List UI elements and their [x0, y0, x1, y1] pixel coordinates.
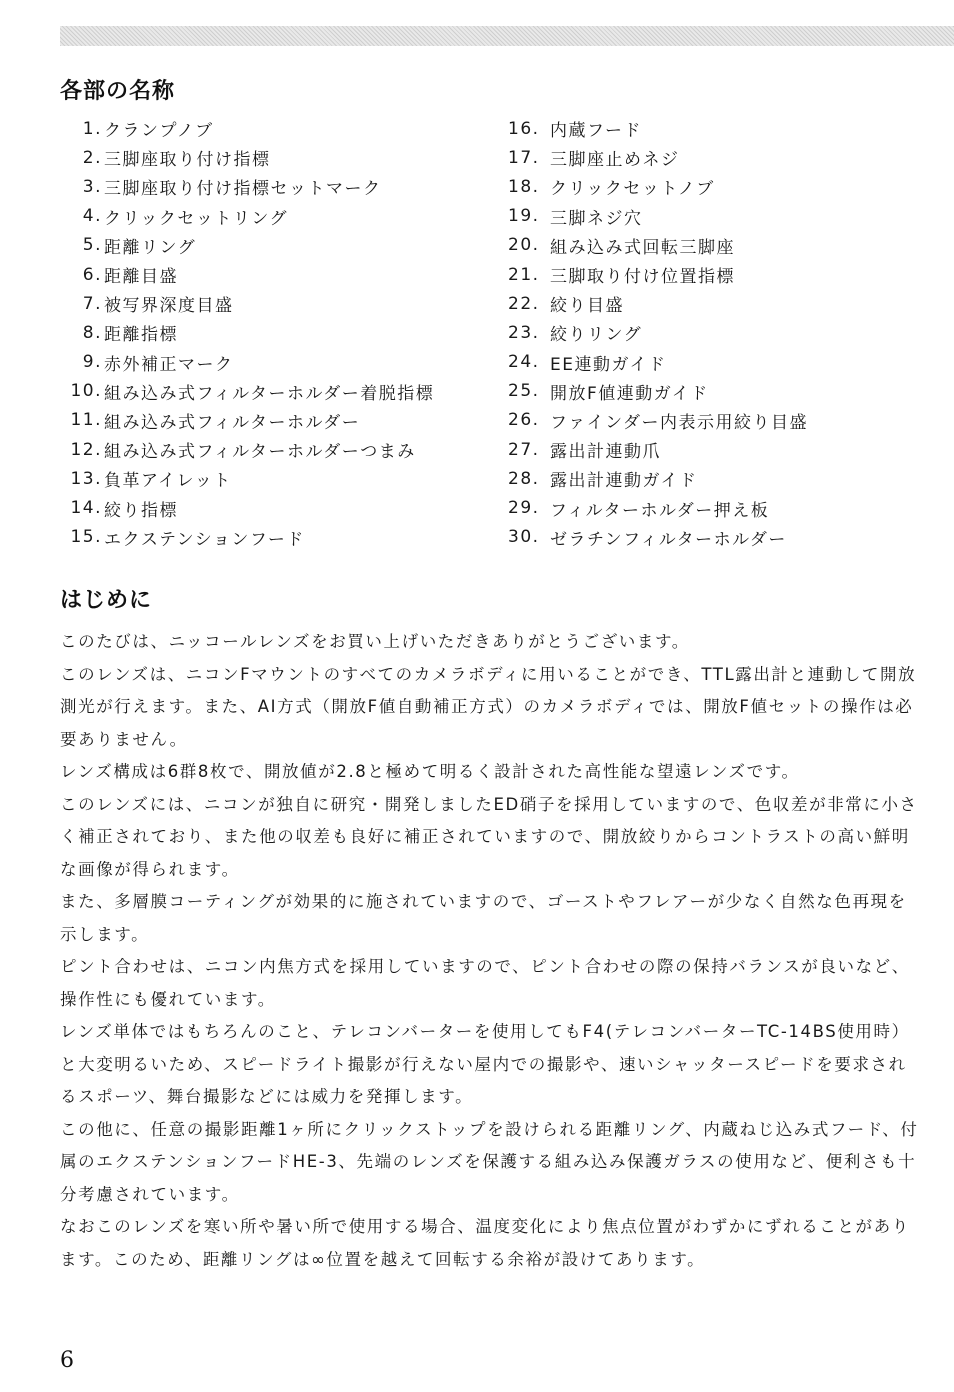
part-number: 28. — [508, 468, 540, 489]
part-item — [508, 406, 928, 435]
part-item — [64, 289, 484, 318]
part-number: 1. — [82, 118, 102, 139]
part-number: 12. — [70, 439, 102, 460]
intro-paragraph: レンズ構成は6群8枚で、開放値が2.8と極めて明るく設計された高性能な望遠レンズです。 — [60, 762, 800, 781]
part-number: 19. — [508, 206, 540, 227]
part-item — [64, 348, 484, 377]
page-number: 6 — [60, 1348, 74, 1373]
part-number: 27. — [508, 439, 540, 460]
part-item — [508, 202, 928, 231]
parts-list-right — [508, 114, 928, 552]
part-number: 14. — [70, 498, 102, 519]
part-number: 11. — [70, 410, 102, 431]
part-item — [64, 493, 484, 522]
part-number: 22. — [508, 293, 540, 314]
part-label: 内蔵フード — [550, 121, 642, 142]
part-number: 26. — [508, 410, 540, 431]
part-label: 三脚座取り付け指標セットマーク — [104, 179, 382, 200]
part-label: 絞り目盛 — [550, 296, 624, 317]
part-item — [64, 435, 484, 464]
top-decorative-band — [60, 26, 954, 46]
part-item — [508, 523, 928, 552]
part-item — [64, 172, 484, 201]
intro-paragraph: なおこのレンズを寒い所や暑い所で使用する場合、温度変化により焦点位置がわずかにずれることがあります。このため、距離リングは∞位置を越えて回転する余裕が設けてあります。 — [60, 1217, 910, 1269]
part-item — [508, 260, 928, 289]
intro-paragraph: このレンズには、ニコンが独自に研究・開発しましたED硝子を採用していますので、色収差が非常に小さく補正されており、また他の収差も良好に補正されていますので、開放絞りからコントラストの高い鮮明な画像が得られます。 — [60, 794, 918, 879]
part-item — [508, 231, 928, 260]
part-label: 距離目盛 — [104, 267, 178, 288]
part-item — [64, 377, 484, 406]
intro-paragraph: この他に、任意の撮影距離1ヶ所にクリックストップを設けられる距離リング、内蔵ねじ込み式フード、付属のエクステンションフードHE-3、先端のレンズを保護する組み込み保護ガラスの使用など、便利さも十分考慮されています。 — [60, 1119, 919, 1204]
part-label: 絞り指標 — [104, 500, 178, 521]
part-label: クランプノブ — [104, 121, 214, 142]
part-number: 10. — [70, 381, 102, 402]
part-label: ゼラチンフィルターホルダー — [550, 529, 787, 550]
part-label: 組み込み式フィルターホルダーつまみ — [104, 442, 416, 463]
part-label: 組み込み式回転三脚座 — [550, 237, 735, 258]
intro-paragraph: ピント合わせは、ニコン内焦方式を採用していますので、ピント合わせの際の保持バランスが良いなど、操作性にも優れています。 — [60, 957, 910, 1009]
part-label: 露出計連動ガイド — [550, 471, 698, 492]
part-number: 6. — [82, 264, 102, 285]
intro-paragraph: このたびは、ニッコールレンズをお買い上げいただきありがとうございます。 — [60, 632, 690, 651]
part-item — [508, 143, 928, 172]
part-number: 21. — [508, 264, 540, 285]
part-label: 距離指標 — [104, 325, 178, 346]
part-number: 5. — [82, 235, 102, 256]
part-label: 絞りリング — [550, 325, 643, 346]
part-item — [64, 523, 484, 552]
intro-paragraph: このレンズは、ニコンFマウントのすべてのカメラボディに用いることができ、TTL露出計と連動して開放測光が行えます。また、AI方式（開放F値自動補正方式）のカメラボディでは、開放F値セットの操作は必要ありません。 — [60, 664, 917, 749]
part-label: クリックセットノブ — [550, 179, 715, 200]
part-number: 2. — [82, 147, 102, 168]
part-label: 三脚ネジ穴 — [550, 208, 643, 229]
part-number: 17. — [508, 147, 540, 168]
part-label: 三脚取り付け位置指標 — [550, 267, 735, 288]
part-item — [508, 114, 928, 143]
part-item — [64, 114, 484, 143]
part-number: 16. — [508, 118, 540, 139]
part-number: 25. — [508, 381, 540, 402]
part-label: 三脚座止めネジ — [550, 150, 680, 171]
part-item — [508, 493, 928, 522]
part-label: 開放F値連動ガイド — [550, 383, 709, 404]
part-item — [508, 172, 928, 201]
intro-paragraph: また、多層膜コーティングが効果的に施されていますので、ゴーストやフレアーが少なく自然な色再現を示します。 — [60, 892, 907, 944]
part-item — [508, 348, 928, 377]
intro-paragraph: レンズ単体ではもちろんのこと、テレコンバーターを使用してもF4(テレコンバーターTC-14BS使用時）と大変明るいため、スピードライト撮影が行えない屋内での撮影や、速いシャッタースピードを要求されるスポーツ、舞台撮影などには威力を発揮します。 — [60, 1022, 910, 1106]
part-label: EE連動ガイド — [550, 354, 667, 375]
part-label: 距離リング — [104, 237, 197, 258]
part-item — [508, 318, 928, 347]
part-number: 20. — [508, 235, 540, 256]
part-item — [64, 406, 484, 435]
part-label: クリックセットリング — [104, 208, 288, 229]
part-item — [64, 318, 484, 347]
parts-section-title: 各部の名称 — [60, 79, 176, 104]
intro-section-title: はじめに — [60, 588, 153, 613]
part-number: 18. — [508, 176, 540, 197]
part-item — [64, 143, 484, 172]
part-number: 30. — [508, 527, 540, 548]
part-number: 29. — [508, 498, 540, 519]
part-number: 3. — [82, 176, 102, 197]
part-label: 露出計連動爪 — [550, 442, 661, 463]
part-item — [508, 435, 928, 464]
part-number: 7. — [82, 293, 102, 314]
part-number: 15. — [70, 527, 102, 548]
part-label: ファインダー内表示用絞り目盛 — [550, 412, 808, 433]
part-number: 24. — [508, 352, 540, 373]
part-item — [64, 202, 484, 231]
part-number: 23. — [508, 322, 540, 343]
part-label: 赤外補正マーク — [104, 354, 234, 375]
part-number: 9. — [82, 352, 102, 373]
part-item — [64, 231, 484, 260]
part-item — [508, 377, 928, 406]
part-label: フィルターホルダー押え板 — [550, 500, 770, 521]
part-number: 4. — [82, 206, 102, 227]
part-label: 組み込み式フィルターホルダー — [104, 412, 361, 433]
intro-body — [60, 626, 920, 1276]
part-item — [508, 289, 928, 318]
part-label: 負革アイレット — [104, 471, 232, 492]
part-label: エクステンションフード — [104, 529, 305, 550]
part-number: 13. — [70, 468, 102, 489]
part-label: 三脚座取り付け指標 — [104, 150, 271, 171]
part-item — [508, 464, 928, 493]
part-item — [64, 464, 484, 493]
part-item — [64, 260, 484, 289]
part-label: 組み込み式フィルターホルダー着脱指標 — [104, 383, 435, 404]
part-number: 8. — [82, 322, 102, 343]
part-label: 被写界深度目盛 — [104, 296, 234, 317]
parts-list-left — [64, 114, 484, 552]
